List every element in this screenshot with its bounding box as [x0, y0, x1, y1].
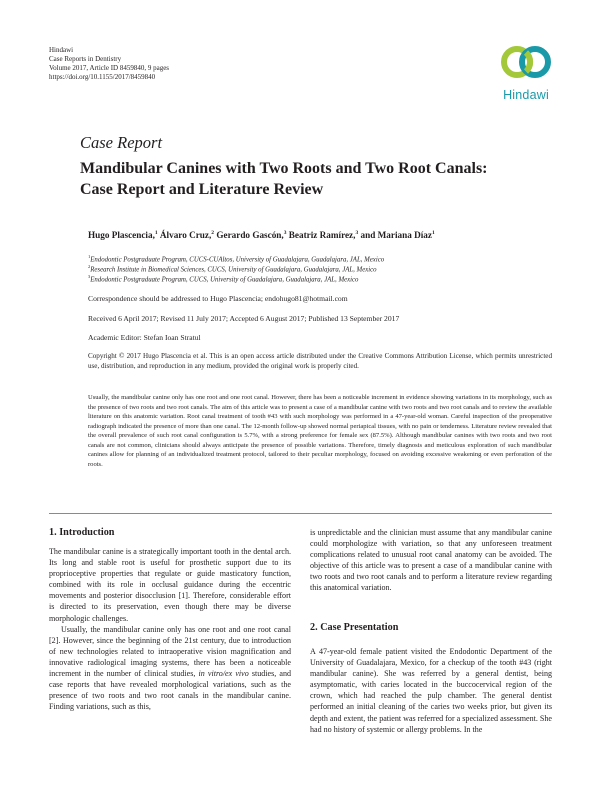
- correspondence: Correspondence should be addressed to Hugo Plascencia; endohugo81@hotmail.com: [88, 294, 348, 303]
- author-name: and Mariana Díaz: [360, 230, 432, 241]
- right-column-intro-continued: is unpredictable and the clinician must assume that any mandibular canine could morphologize with variation, so that any unforeseen treatment complications related to unusual root canal anatomy can be avoided. The objective of this article was to present a case of a mandibular canine with two roots and two root canals and to perform a literature review regarding this anatomical variation.: [310, 528, 552, 593]
- affiliation-text: Endodontic Postgraduate Program, CUCS, University of Guadalajara, Guadalajara, JAL, Mexico: [90, 276, 359, 284]
- doi-link[interactable]: https://doi.org/10.1155/2017/8459840: [49, 73, 156, 81]
- introduction-heading: 1. Introduction: [49, 527, 115, 538]
- affiliation-mark: 1: [88, 254, 91, 259]
- author-name: Álvaro Cruz,: [159, 230, 212, 241]
- title-line-1: Mandibular Canines with Two Roots and Two Root Canals:: [80, 160, 488, 177]
- author-name: Beatriz Ramírez,: [288, 230, 356, 241]
- case-presentation-paragraph: A 47-year-old female patient visited the Endodontic Department of the University of Guadalajara, Mexico, for a checkup of the tooth #43 (right mandibular canine). She was referred by a general dentist, being asymptomatic, with caries located in the buccocervical region of the crown, which had reached the pulp chamber. The general dentist performed an initial cleaning of the caries two weeks prior, but given its depth and extent, the patient was referred for a specialized assessment. She had no history of systemic or allergy problems. In the: [310, 647, 552, 734]
- author-affiliation-mark: 1: [154, 230, 158, 236]
- affiliation-mark: 3: [88, 274, 91, 279]
- affiliation-text: Research Institute in Biomedical Sciences, CUCS, University of Guadalajara, Guadalajara, JAL, Mexico: [90, 266, 377, 274]
- title-line-2: Case Report and Literature Review: [80, 181, 324, 198]
- academic-editor: Academic Editor: Stefan Ioan Stratul: [88, 333, 201, 342]
- publication-dates: Received 6 April 2017; Revised 11 July 2017; Accepted 6 August 2017; Published 13 September 2017: [88, 314, 400, 323]
- intro-text: Usually, the mandibular canine only has one root and one root canal [2]. However, since the beginning of the 21st century, due to introduction of new technologies related to intraoperative vision magnification and innovative radiological imaging systems, there has been a noticeable increment in the number of clinical studies,: [49, 624, 291, 679]
- hindawi-logo: [497, 38, 555, 108]
- journal-name: Case Reports in Dentistry: [49, 55, 122, 63]
- left-column: [49, 546, 291, 712]
- section-divider: [49, 513, 552, 514]
- article-title: [80, 158, 550, 200]
- article-type: Case Report: [80, 133, 163, 152]
- author-name: Hugo Plascencia,: [88, 230, 155, 241]
- author-affiliation-mark: 1: [431, 230, 435, 236]
- author-affiliation-mark: 2: [211, 230, 215, 236]
- author-affiliation-mark: 3: [355, 230, 359, 236]
- publisher-name: Hindawi: [49, 46, 74, 54]
- journal-header: [49, 46, 169, 82]
- hindawi-logo-icon: [497, 38, 555, 86]
- affiliation-mark: 2: [88, 264, 91, 269]
- author-list: [88, 230, 435, 240]
- copyright-notice: Copyright © 2017 Hugo Plascencia et al. This is an open access article distributed under the Creative Commons Attribution License, which permits unrestricted use, distribution, and reproduction in any medium, provided the original work is properly cited.: [88, 352, 552, 370]
- volume-line: Volume 2017, Article ID 8459840, 9 pages: [49, 64, 170, 72]
- hindawi-logo-text: Hindawi: [503, 88, 549, 102]
- author-affiliation-mark: 3: [283, 230, 287, 236]
- affiliation-text: Endodontic Postgraduate Program, CUCS-CUAltos, University of Guadalajara, Guadalajara, JAL, Mexico: [90, 256, 385, 264]
- affiliation-3: [88, 272, 358, 285]
- abstract: Usually, the mandibular canine only has one root and one root canal. However, there has been a noticeable increment in evidence showing variations in its morphology, such as the presence of two roots and two root canals. The aim of this article was to present a case of a mandibular canine with two roots and two root canals and to review the available literature on this anatomic variation. Root canal treatment of tooth #43 with such morphology was performed in a 47-year-old woman. Careful inspection of the preoperative radiograph indicated the presence of more than one canal. The 12-month follow-up showed normal periapical tissues, with no pain or tenderness. Literature review revealed that the overall prevalence of such root canal configuration is 5.7%, with a strong preference for female sex (87.5%). Although mandibular canines with two roots and two root canals are not common, clinicians should always anticipate the presence of possible variations. Therefore, timely diagnosis and meticulous exploration of such mandibular canines allow for planning of an individualized treatment protocol, tailored to their peculiar morphology, focused on avoiding excessive weakening or even perforation of the roots.: [88, 394, 552, 468]
- intro-text: studies, and case reports that have revealed morphological variations, such as the presence of two roots and two root canals in the mandibular canine. Finding variations, such as this,: [49, 669, 291, 712]
- case-presentation-heading: 2. Case Presentation: [310, 622, 399, 633]
- intro-paragraph-1: The mandibular canine is a strategically important tooth in the dental arch. Its long and stable root is useful for prosthetic support due to its proprioceptive properties that regulate or guide masticatory function, combined with its role in occlusal guidance during the eccentric movements and posterior disocclusion [1]. Therefore, considerable effort is directed to its preservation, even though there may be diverse morphologic challenges.: [49, 547, 291, 623]
- intro-emphasis: in vitro/ex vivo: [198, 669, 249, 679]
- author-name: Gerardo Gascón,: [216, 230, 284, 241]
- intro-paragraph-2: [49, 624, 291, 713]
